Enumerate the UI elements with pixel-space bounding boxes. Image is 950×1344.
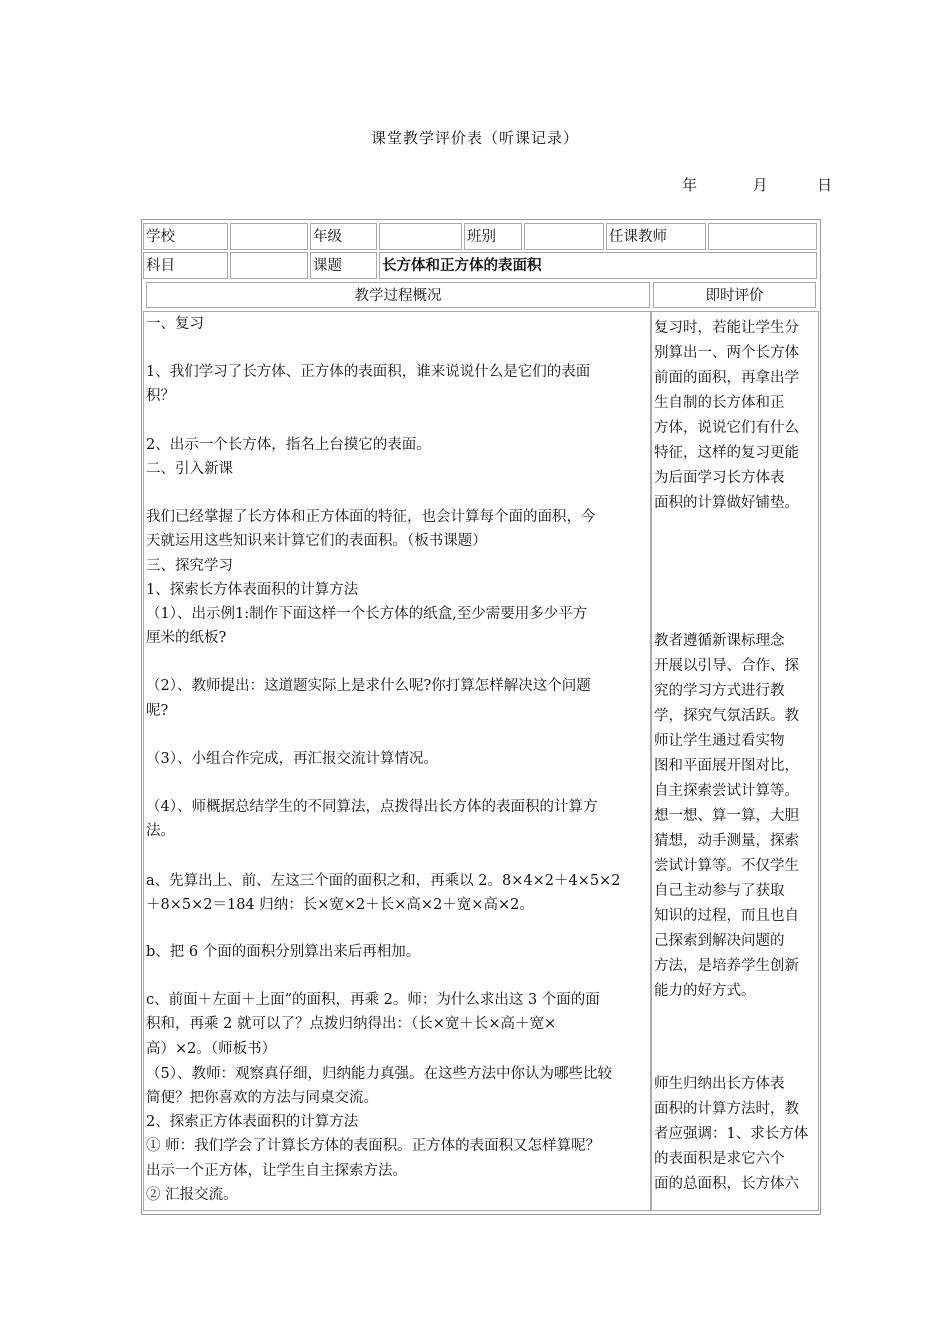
process-line: b、把 6 个面的面积分别算出来后再相加。 [146, 944, 421, 960]
page-title: 课堂教学评价表（听课记录） [370, 129, 579, 147]
process-line: 1、探索长方体表面积的计算方法 [146, 582, 359, 598]
topic-label: 课题 [310, 252, 377, 279]
evaluation-comment-review: 复习时，若能让学生分 别算出一、两个长方体 前面的面积，再拿出学 生自制的长方体和正 方体，说说它们有什么 特征，这样的复习更能 为后面学习长方体表 面积的计算做好铺垫。 [654, 320, 799, 511]
process-line: 出示一个正方体，让学生自主探索方法。 [146, 1163, 407, 1179]
process-line: c、前面＋左面＋上面”的面积，再乘 2。师：为什么求出这 3 个面的面 [146, 992, 600, 1008]
evaluation-comment-summary: 师生归纳出长方体表 面积的计算方法时，教 者应强调：1、求长方体 的表面积是求它六个 面的总面积，长方体六 [654, 1076, 809, 1192]
school-value[interactable] [230, 223, 308, 250]
grade-value[interactable] [379, 223, 462, 250]
subject-value[interactable] [230, 252, 308, 279]
date-day: 日 [817, 176, 833, 194]
class-value[interactable] [524, 223, 604, 250]
process-line: （2）、教师提出：这道题实际上是求什么呢?你打算怎样解决这个问题 [146, 678, 591, 694]
process-column-header: 教学过程概况 [146, 282, 650, 308]
process-line: （1）、出示例1:制作下面这样一个长方体的纸盒,至少需要用多少平方 [146, 606, 588, 622]
process-line: 我们已经掌握了长方体和正方体面的特征，也会计算每个面的面积，今 [146, 509, 596, 525]
teacher-label: 任课教师 [606, 223, 706, 250]
process-line: ② 汇报交流。 [146, 1187, 238, 1203]
class-label: 班别 [464, 223, 522, 250]
evaluation-column [651, 311, 819, 1211]
evaluation-comment-inquiry: 教者遵循新课标理念 开展以引导、合作、探 究的学习方式进行教 学，探究气氛活跃。教 师让学生通过看实物 图和平面展开图对比， 自主探索尝试计算等。 想一想、算一算，大胆 猜想，动手测量，探索 尝试计算等。不仅学生 自己主动参与了获取 知识的过程，而且也自 己探索到解决问题的 方法，是培养学生创新 能力的好方式。 [654, 633, 799, 999]
process-line: 一、复习 [146, 316, 204, 332]
evaluation-column-header: 即时评价 [653, 282, 816, 308]
process-line: a、先算出上、前、左这三个面的面积之和，再乘以 2。8×4×2＋4×5×2 [146, 873, 621, 889]
process-line: 法。 [146, 823, 175, 839]
process-line: 三、探究学习 [146, 558, 233, 574]
date-line [682, 174, 832, 195]
process-line: 高）×2。（师板书） [146, 1041, 277, 1057]
process-line: （4）、师概据总结学生的不同算法，点拨得出长方体的表面积的计算方 [146, 799, 598, 815]
process-line: ＋8×5×2＝184 归纳：长×宽×2＋长×高×2＋宽×高×2。 [146, 897, 534, 913]
process-line: 1、我们学习了长方体、正方体的表面积，谁来说说什么是它们的表面 [146, 364, 591, 380]
process-line: （3）、小组合作完成，再汇报交流计算情况。 [146, 751, 438, 767]
date-year: 年 [682, 176, 698, 194]
process-line: 简便？把你喜欢的方法与同桌交流。 [146, 1090, 378, 1106]
process-column [143, 311, 651, 1211]
grade-label: 年级 [310, 223, 377, 250]
topic-value: 长方体和正方体的表面积 [379, 252, 817, 279]
school-label: 学校 [143, 223, 228, 250]
process-line: 积？ [146, 388, 175, 404]
process-line: 厘米的纸板? [146, 630, 227, 646]
process-line: ① 师：我们学会了计算长方体的表面积。正方体的表面积又怎样算呢？ [146, 1138, 601, 1154]
process-line: 积和，再乘 2 就可以了？点拨归纳得出：（长×宽＋长×高＋宽× [146, 1016, 557, 1032]
process-line: （5）、教师：观察真仔细，归纳能力真强。在这些方法中你认为哪些比较 [146, 1066, 612, 1082]
date-month: 月 [752, 176, 768, 194]
teacher-value[interactable] [708, 223, 817, 250]
subject-label: 科目 [143, 252, 228, 279]
process-line: 二、引入新课 [146, 461, 233, 477]
process-line: 呢? [146, 703, 169, 719]
process-line: 2、出示一个长方体，指名上台摸它的表面。 [146, 437, 431, 453]
process-line: 天就运用这些知识来计算它们的表面积。（板书课题） [146, 533, 487, 549]
process-line: 2、探索正方体表面积的计算方法 [146, 1114, 359, 1130]
